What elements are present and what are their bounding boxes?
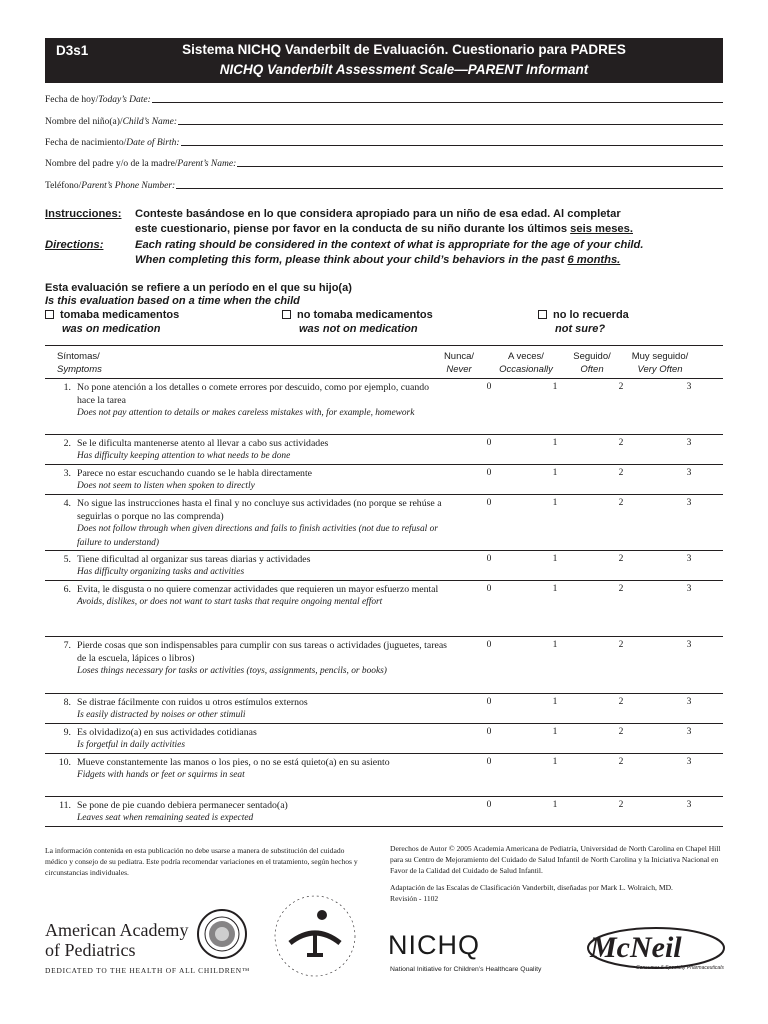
option-label-en: not sure? [555,323,606,335]
table-row [45,465,723,495]
score-option[interactable]: 3 [686,468,692,478]
instructions-line: Conteste basándose en lo que considera apropiado para un niño de esa edad. Al completar [135,208,621,220]
copyright-text: Derechos de Autor © 2005 Academia Americana de Pediatría, Universidad de North Carolina en Chapel Hill para su Centro de Mejoramiento del Cuidado de Salud Infantil de North Carolina y la Iniciativa Nacional en Favor de la Calidad del Cuidado de Salud Infantil. [390,844,721,875]
symptom-es: Se le dificulta mantenerse atento al llevar a cabo sus actividades [77,438,329,449]
score-option[interactable]: 0 [486,697,492,707]
score-option[interactable]: 2 [618,727,624,737]
copyright-block [390,843,730,904]
score-option[interactable]: 2 [618,438,624,448]
score-option[interactable]: 2 [618,382,624,392]
instructions-text: este cuestionario, piense por favor en la conducta de su niño durante los últimos [135,222,571,235]
score-option[interactable]: 1 [552,584,558,594]
column-header-es: Seguido/ [573,351,611,362]
symptom-text [77,639,447,679]
row-number: 3. [63,468,71,479]
evaluation-question-es: Esta evaluación se refiere a un período en el que su hijo(a) [45,282,352,294]
checkbox[interactable] [538,310,547,319]
symptom-text [77,437,447,463]
mcneil-subtitle: Consumer & Specialty Pharmaceuticals [636,965,724,971]
score-option[interactable]: 1 [552,498,558,508]
score-option[interactable]: 1 [552,697,558,707]
symptom-es: No pone atención a los detalles o comete errores por descuido, como por ejemplo, cuando hace la tarea [77,382,430,407]
table-row [45,551,723,581]
symptoms-header-en: Symptoms [57,363,102,375]
score-option[interactable]: 3 [686,554,692,564]
score-option[interactable]: 0 [486,554,492,564]
field-label-es: Nombre del niño(a)/ [45,117,123,127]
option-label-es: tomaba medicamentos [60,309,180,321]
table-row [45,379,723,435]
symptom-es: Se pone de pie cuando debiera permanecer sentado(a) [77,800,288,811]
score-option[interactable]: 2 [618,554,624,564]
form-header [45,38,723,83]
column-header-never [427,351,491,376]
evaluation-question-en: Is this evaluation based on a time when the child [45,295,300,307]
symptom-text [77,467,447,493]
todays-date-field[interactable] [45,91,723,105]
column-header-en: Often [580,363,604,375]
instructions-emphasis: seis meses. [570,222,633,235]
column-header-en: Occasionally [499,363,553,375]
table-row [45,435,723,465]
symptom-text [77,726,447,752]
row-number: 2. [63,438,71,449]
score-option[interactable]: 3 [686,697,692,707]
nichq-logo-text: NICHQ [388,930,480,960]
table-row [45,694,723,724]
parent-name-field[interactable] [45,155,723,169]
table-row [45,754,723,797]
symptom-es: Es olvidadizo(a) en sus actividades cotidianas [77,727,257,738]
aap-name-line2: of Pediatrics [45,940,136,960]
score-option[interactable]: 0 [486,727,492,737]
form-title-es: Sistema NICHQ Vanderbilt de Evaluación. Cuestionario para PADRES [182,42,626,57]
score-option[interactable]: 3 [686,727,692,737]
row-number: 8. [63,697,71,708]
score-option[interactable]: 1 [552,727,558,737]
score-option[interactable]: 1 [552,468,558,478]
column-header-occasionally [487,351,565,376]
symptom-text [77,553,447,579]
disclaimer: La información contenida en esta publicación no debe usarse a manera de substitución del cuidado médico y consejo de su pediatra. Este podría recomendar variaciones en el tratamiento, según hechos y circunstancias individuales. [45,846,358,877]
symptom-es: No sigue las instrucciones hasta el final y no concluye sus actividades (no porque se rehúse a seguirlas o porque no las comprenda) [77,498,442,523]
aap-name-line1: American Academy [45,920,189,940]
score-option[interactable]: 0 [486,468,492,478]
form-title-en: NICHQ Vanderbilt Assessment Scale—PARENT Informant [219,62,589,77]
field-label-en: Today’s Date: [98,95,151,105]
column-header-es: Nunca/ [443,351,475,362]
score-option[interactable]: 2 [618,800,624,810]
column-header-often [560,351,624,376]
table-row [45,581,723,637]
directions-text: When completing this form, please think about your child’s behaviors in the past [135,253,568,266]
score-option[interactable]: 2 [618,697,624,707]
symptom-text [77,381,447,421]
table-row [45,724,723,754]
row-number: 1. [63,382,71,393]
score-option[interactable]: 0 [486,382,492,392]
nc-center-logo-icon [272,893,358,979]
row-number: 6. [63,584,71,595]
mcneil-logo-text: McNeil [590,931,682,964]
option-label-en: was on medication [62,323,161,335]
symptom-es: Evita, le disgusta o no quiere comenzar actividades que requieren un mayor esfuerzo mental [77,584,439,595]
table-top-rule [45,345,723,346]
option-label-en: was not on medication [299,323,418,335]
checkbox[interactable] [45,310,54,319]
checkbox[interactable] [282,310,291,319]
column-header-es: Muy seguido/ [631,351,689,362]
directions-line: Each rating should be considered in the context of what is appropriate for the age of your child. [135,239,644,251]
symptom-text [77,497,447,550]
score-option[interactable]: 1 [552,800,558,810]
score-option[interactable]: 1 [552,382,558,392]
symptom-es: Tiene dificultad al organizar sus tareas diarias y actividades [77,554,311,565]
field-line[interactable] [176,179,723,189]
form-code: D3s1 [56,43,89,58]
row-number: 7. [63,640,71,651]
adaptation-text: Adaptación de las Escalas de Clasificación Vanderbilt, diseñadas por Mark L. Wolraich, MD. [390,883,673,892]
field-label-es: Fecha de nacimiento/ [45,138,127,148]
symptom-en: Has difficulty keeping attention to what needs to be done [77,451,291,462]
score-option[interactable]: 0 [486,584,492,594]
symptom-en: Fidgets with hands or feet or squirms in seat [77,770,245,781]
aap-seal-icon [196,908,248,960]
row-number: 9. [63,727,71,738]
option-not-sure[interactable] [538,308,629,336]
table-row [45,797,723,827]
score-option[interactable]: 0 [486,800,492,810]
field-line[interactable] [237,157,723,167]
score-option[interactable]: 3 [686,757,692,767]
score-option[interactable]: 2 [618,584,624,594]
symptom-text [77,756,447,782]
row-number: 10. [58,757,71,768]
column-header-very-often [620,351,700,376]
score-option[interactable]: 0 [486,498,492,508]
symptom-en: Is forgetful in daily activities [77,740,185,751]
aap-tagline: DEDICATED TO THE HEALTH OF ALL CHILDREN™ [45,966,250,975]
parent-phone-field[interactable] [45,177,723,191]
column-header-en: Very Often [637,363,683,375]
symptom-es: Mueve constantemente las manos o los pies, o no se está quieto(a) en su asiento [77,757,390,768]
field-label-en: Date of Birth: [126,138,180,148]
date-of-birth-field[interactable] [45,134,723,148]
score-option[interactable]: 3 [686,584,692,594]
score-option[interactable]: 1 [552,554,558,564]
mcneil-logo-icon [584,924,728,976]
score-option[interactable]: 1 [552,438,558,448]
score-option[interactable]: 0 [486,438,492,448]
symptoms-header-es: Síntomas/ [57,351,100,362]
field-line[interactable] [178,115,723,125]
score-option[interactable]: 0 [486,757,492,767]
field-label-en: Parent’s Name: [177,159,237,169]
table-row [45,637,723,694]
score-option[interactable]: 2 [618,498,624,508]
instructions-line [135,222,735,237]
field-line[interactable] [181,136,723,146]
symptom-text [77,799,447,825]
nichq-subtitle: National Initiative for Children’s Healthcare Quality [390,966,542,973]
directions-emphasis: 6 months. [567,253,621,266]
symptom-en: Does not pay attention to details or makes careless mistakes with, for example, homework [77,408,415,419]
score-option[interactable]: 3 [686,498,692,508]
symptom-en: Does not seem to listen when spoken to directly [77,481,255,492]
symptom-es: Se distrae fácilmente con ruidos u otros estímulos externos [77,697,308,708]
symptom-en: Avoids, dislikes, or does not want to start tasks that require ongoing mental effort [77,597,383,608]
score-option[interactable]: 2 [618,757,624,767]
symptom-en: Does not follow through when given directions and fails to finish activities (not due to refusal or failure to understand) [77,524,438,548]
score-option[interactable]: 3 [686,438,692,448]
symptom-en: Is easily distracted by noises or other stimuli [77,710,246,721]
symptoms-header [57,351,102,376]
row-number: 5. [63,554,71,565]
field-label-en: Child’s Name: [122,117,178,127]
option-label-es: no lo recuerda [553,309,629,321]
option-label-es: no tomaba medicamentos [297,309,433,321]
symptom-en: Loses things necessary for tasks or activities (toys, assignments, pencils, or books) [77,666,387,677]
child-name-field[interactable] [45,113,723,127]
score-option[interactable]: 3 [686,640,692,650]
column-header-es: A veces/ [508,351,544,362]
score-option[interactable]: 3 [686,382,692,392]
field-label-en: Parent’s Phone Number: [81,181,176,191]
symptom-text [77,583,447,609]
column-header-en: Never [446,363,472,375]
row-number: 4. [63,498,71,509]
score-option[interactable]: 2 [618,640,624,650]
score-option[interactable]: 0 [486,640,492,650]
revision-text: Revisión - 1102 [390,894,439,903]
symptom-text [77,696,447,722]
directions-label: Directions: [45,239,104,251]
field-label-es: Fecha de hoy/ [45,95,99,105]
field-label-es: Teléfono/ [45,181,82,191]
table-row [45,495,723,551]
score-option[interactable]: 2 [618,468,624,478]
symptom-en: Has difficulty organizing tasks and activities [77,567,245,578]
option-not-on-medication[interactable] [282,308,433,336]
score-option[interactable]: 1 [552,640,558,650]
row-number: 11. [59,800,71,811]
field-line[interactable] [152,93,723,103]
instructions-label: Instrucciones: [45,208,122,220]
symptom-es: Parece no estar escuchando cuando se le habla directamente [77,468,313,479]
field-label-es: Nombre del padre y/o de la madre/ [45,159,178,169]
option-on-medication[interactable] [45,308,179,336]
directions-line [135,253,735,268]
score-option[interactable]: 1 [552,757,558,767]
score-option[interactable]: 3 [686,800,692,810]
aap-logo-text [45,920,188,960]
symptom-es: Pierde cosas que son indispensables para cumplir con sus tareas o actividades (juguetes, tareas de la escuela, lápices o libros) [77,640,447,665]
symptom-en: Leaves seat when remaining seated is expected [77,813,254,824]
